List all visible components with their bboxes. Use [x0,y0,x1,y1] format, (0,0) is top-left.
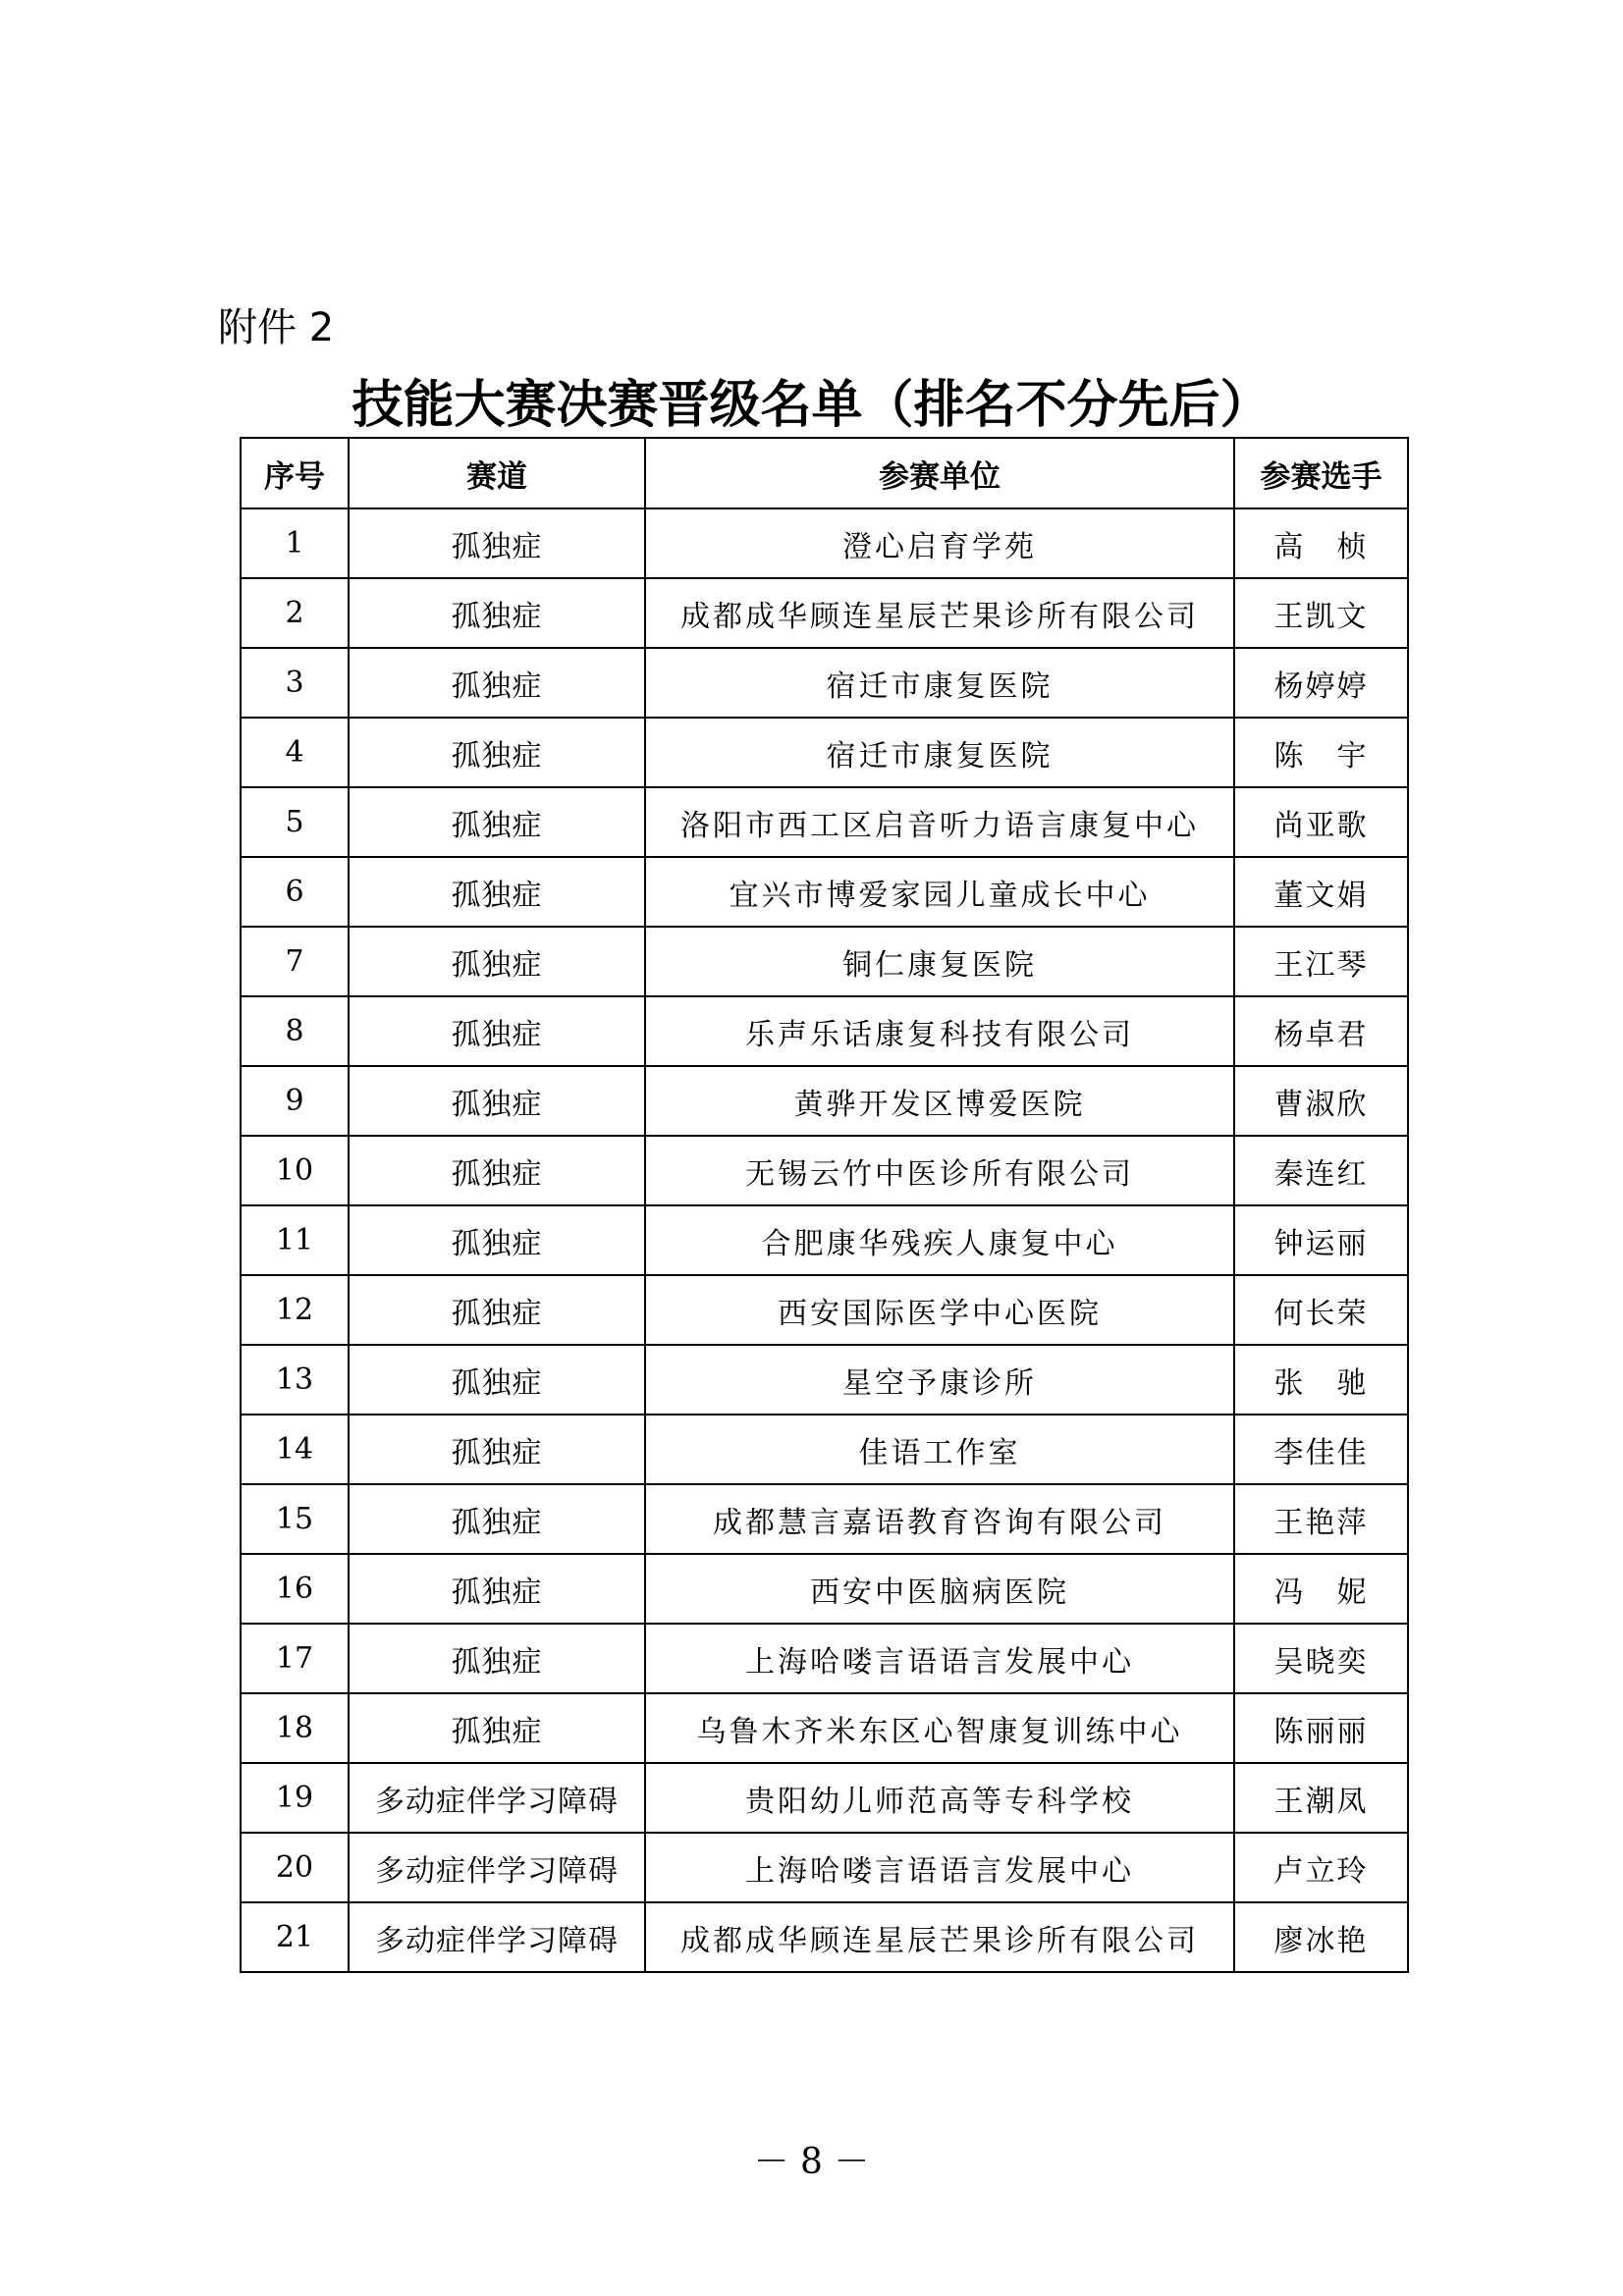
cell-track: 孤独症 [349,1484,645,1554]
cell-index: 12 [241,1275,349,1345]
cell-index: 3 [241,648,349,718]
cell-index: 19 [241,1763,349,1833]
cell-track: 孤独症 [349,578,645,648]
cell-track: 孤独症 [349,718,645,787]
cell-index: 13 [241,1345,349,1415]
attachment-label: 附件 2 [218,305,335,350]
cell-contestant: 冯 妮 [1234,1554,1408,1624]
cell-track: 孤独症 [349,1066,645,1136]
cell-contestant: 陈丽丽 [1234,1693,1408,1763]
cell-contestant: 王凯文 [1234,578,1408,648]
cell-track: 孤独症 [349,1136,645,1205]
cell-index: 7 [241,927,349,996]
table-row [241,1136,1408,1205]
table-row [241,648,1408,718]
cell-contestant: 钟运丽 [1234,1205,1408,1275]
table-row [241,718,1408,787]
cell-track: 孤独症 [349,508,645,578]
cell-contestant: 王艳萍 [1234,1484,1408,1554]
cell-track: 孤独症 [349,996,645,1066]
cell-index: 15 [241,1484,349,1554]
cell-contestant: 尚亚歌 [1234,787,1408,857]
header-unit: 参赛单位 [645,438,1234,508]
cell-unit: 上海哈喽言语语言发展中心 [645,1624,1234,1693]
cell-track: 多动症伴学习障碍 [349,1763,645,1833]
cell-track: 孤独症 [349,857,645,927]
cell-track: 孤独症 [349,1275,645,1345]
cell-track: 孤独症 [349,787,645,857]
cell-track: 孤独症 [349,1624,645,1693]
cell-unit: 黄骅开发区博爱医院 [645,1066,1234,1136]
cell-track: 多动症伴学习障碍 [349,1833,645,1902]
cell-unit: 乐声乐话康复科技有限公司 [645,996,1234,1066]
cell-contestant: 张 驰 [1234,1345,1408,1415]
cell-index: 21 [241,1902,349,1972]
table-row [241,578,1408,648]
table-row [241,1624,1408,1693]
table-row [241,1205,1408,1275]
cell-track: 孤独症 [349,1415,645,1484]
cell-unit: 成都成华顾连星辰芒果诊所有限公司 [645,1902,1234,1972]
cell-index: 8 [241,996,349,1066]
table-row [241,508,1408,578]
header-track: 赛道 [349,438,645,508]
cell-contestant: 杨婷婷 [1234,648,1408,718]
cell-unit: 西安中医脑病医院 [645,1554,1234,1624]
cell-contestant: 董文娟 [1234,857,1408,927]
table-header-row [241,438,1408,508]
cell-unit: 铜仁康复医院 [645,927,1234,996]
cell-index: 5 [241,787,349,857]
cell-index: 6 [241,857,349,927]
cell-contestant: 卢立玲 [1234,1833,1408,1902]
cell-unit: 宿迁市康复医院 [645,718,1234,787]
cell-index: 9 [241,1066,349,1136]
cell-unit: 合肥康华残疾人康复中心 [645,1205,1234,1275]
cell-unit: 洛阳市西工区启音听力语言康复中心 [645,787,1234,857]
cell-contestant: 廖冰艳 [1234,1902,1408,1972]
cell-contestant: 曹淑欣 [1234,1066,1408,1136]
table-row [241,1066,1408,1136]
header-index: 序号 [241,438,349,508]
cell-contestant: 王潮凤 [1234,1763,1408,1833]
page-number: － 8 － [753,2142,870,2182]
table-row [241,927,1408,996]
table-row [241,1275,1408,1345]
cell-track: 孤独症 [349,927,645,996]
cell-index: 2 [241,578,349,648]
table-body [241,508,1408,1972]
cell-track: 孤独症 [349,1554,645,1624]
cell-index: 18 [241,1693,349,1763]
table-row [241,1902,1408,1972]
cell-unit: 无锡云竹中医诊所有限公司 [645,1136,1234,1205]
cell-unit: 星空予康诊所 [645,1345,1234,1415]
cell-unit: 乌鲁木齐米东区心智康复训练中心 [645,1693,1234,1763]
cell-unit: 成都成华顾连星辰芒果诊所有限公司 [645,578,1234,648]
cell-contestant: 陈 宇 [1234,718,1408,787]
cell-index: 1 [241,508,349,578]
cell-unit: 上海哈喽言语语言发展中心 [645,1833,1234,1902]
cell-track: 孤独症 [349,1345,645,1415]
cell-contestant: 高 桢 [1234,508,1408,578]
cell-unit: 澄心启育学苑 [645,508,1234,578]
cell-unit: 成都慧言嘉语教育咨询有限公司 [645,1484,1234,1554]
cell-track: 孤独症 [349,1693,645,1763]
cell-track: 孤独症 [349,648,645,718]
cell-index: 11 [241,1205,349,1275]
table-row [241,1554,1408,1624]
table-row [241,1763,1408,1833]
table-row [241,996,1408,1066]
cell-track: 多动症伴学习障碍 [349,1902,645,1972]
cell-contestant: 何长荣 [1234,1275,1408,1345]
cell-contestant: 李佳佳 [1234,1415,1408,1484]
table-row [241,787,1408,857]
cell-contestant: 王江琴 [1234,927,1408,996]
cell-index: 17 [241,1624,349,1693]
document-title: 技能大赛决赛晋级名单（排名不分先后） [352,376,1271,435]
cell-contestant: 吴晓奕 [1234,1624,1408,1693]
cell-index: 10 [241,1136,349,1205]
cell-unit: 宜兴市博爱家园儿童成长中心 [645,857,1234,927]
table-row [241,1415,1408,1484]
table-row [241,1484,1408,1554]
table-row [241,1345,1408,1415]
cell-unit: 贵阳幼儿师范高等专科学校 [645,1763,1234,1833]
cell-index: 14 [241,1415,349,1484]
cell-index: 16 [241,1554,349,1624]
cell-contestant: 秦连红 [1234,1136,1408,1205]
header-contestant: 参赛选手 [1234,438,1408,508]
cell-unit: 西安国际医学中心医院 [645,1275,1234,1345]
finalists-table [240,437,1409,1973]
cell-unit: 佳语工作室 [645,1415,1234,1484]
cell-index: 4 [241,718,349,787]
cell-contestant: 杨卓君 [1234,996,1408,1066]
cell-index: 20 [241,1833,349,1902]
table-row [241,857,1408,927]
cell-unit: 宿迁市康复医院 [645,648,1234,718]
table-row [241,1833,1408,1902]
cell-track: 孤独症 [349,1205,645,1275]
table-row [241,1693,1408,1763]
